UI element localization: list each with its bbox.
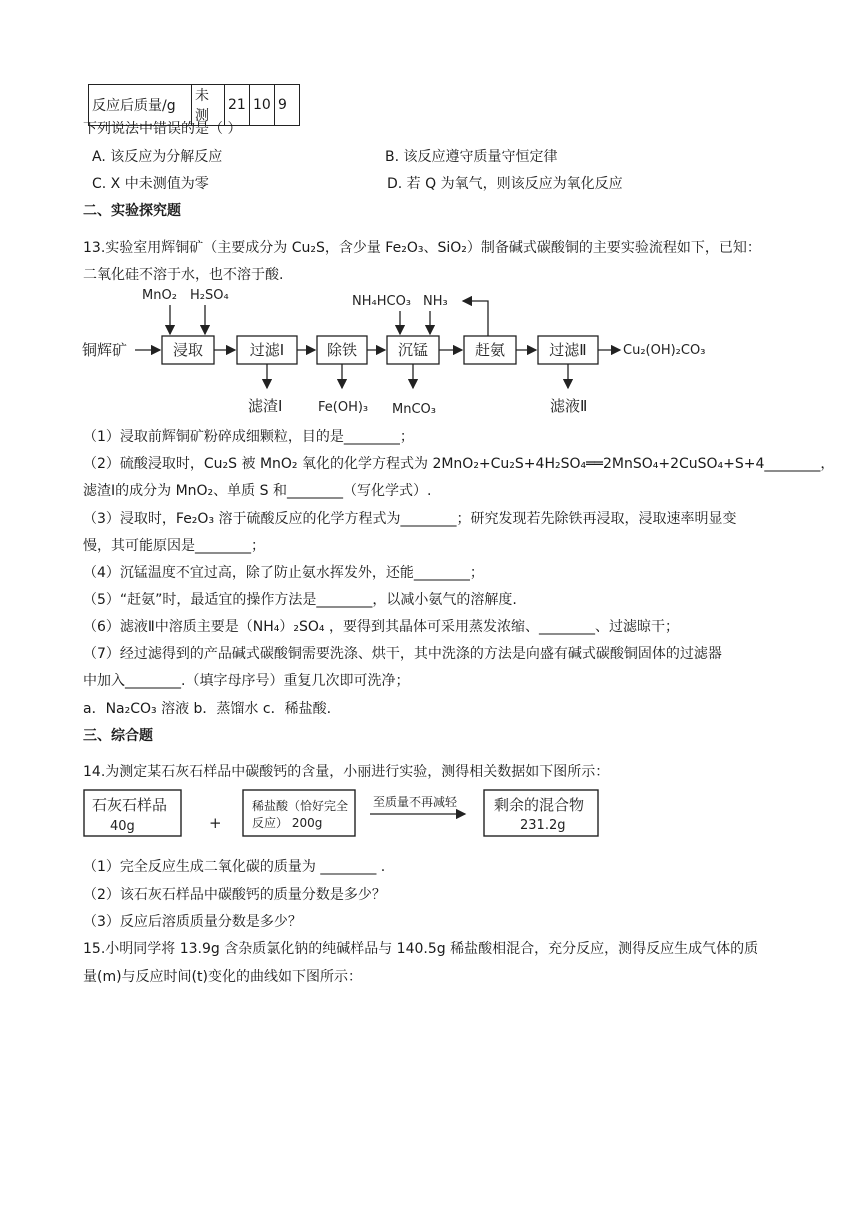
q14-subquestion: （3）反应后溶质质量分数是多少？ (83, 914, 302, 930)
q15-intro-line: 15.小明同学将 13.9g 含杂质氯化钠的纯碱样品与 140.5g 稀盐酸相混合，充分反应，测得反应生成气体的质 (83, 941, 759, 957)
q14-subquestion: （1）完全反应生成二氧化碳的质量为 ________ . (83, 859, 386, 875)
q13-subquestion: （4）沉锰温度不宜过高，除了防止氨水挥发外，还能________； (83, 565, 484, 581)
recycle-arrow (463, 301, 488, 336)
q13-subquestion: （6）滤液Ⅱ中溶质主要是（NH₄）₂SO₄ ，要得到其晶体可采用蒸发浓缩、________、过滤晾干； (83, 619, 679, 635)
q12-option-d: D. 若 Q 为氧气，则该反应为氧化反应 (387, 176, 623, 192)
flow-step-label: 除铁 (326, 341, 358, 359)
flow-step-label: 沉锰 (397, 341, 429, 359)
q13-subquestion: 中加入________.（填字母序号）重复几次即可洗净； (83, 673, 410, 689)
remaining-mixture-mass: 231.2g (520, 818, 566, 833)
flow-step-label: 过滤Ⅰ (249, 341, 285, 359)
table-cell: 未测 (192, 85, 225, 126)
flow-input-label: MnO₂ (142, 288, 177, 303)
flow-output-label: 滤渣Ⅰ (248, 397, 283, 415)
flow-output-label: Fe(OH)₃ (318, 400, 369, 415)
flow-input-label: H₂SO₄ (190, 288, 229, 303)
sample-box-label: 石灰石样品 (92, 796, 168, 814)
flow-input-label: NH₄HCO₃ (352, 294, 412, 309)
q12-option-c: C. X 中未测值为零 (92, 176, 209, 192)
flow-start-label: 铜辉矿 (82, 341, 128, 359)
flow-product-label: Cu₂(OH)₂CO₃ (623, 343, 706, 358)
q13-subquestion: （3）浸取时，Fe₂O₃ 溶于硫酸反应的化学方程式为________；研究发现若先除铁再浸取，浸取速率明显变 (83, 511, 737, 527)
acid-box-label: 稀盐酸（恰好完全 (252, 799, 349, 813)
q14-experiment-diagram (80, 786, 620, 846)
q14-intro: 14.为测定某石灰石样品中碳酸钙的含量，小丽进行实验，测得相关数据如下图所示： (83, 764, 610, 780)
plus-sign: + (209, 814, 222, 832)
flow-step-label: 赶氨 (474, 341, 506, 359)
q13-subquestion: a．Na₂CO₃ 溶液 b．蒸馏水 c．稀盐酸. (83, 701, 332, 717)
table-cell: 10 (250, 85, 275, 126)
q13-intro-line: 二氧化硅不溶于水，也不溶于酸. (83, 267, 284, 283)
flow-input-label: NH₃ (423, 294, 448, 309)
q12-option-b: B. 该反应遵守质量守恒定律 (385, 149, 558, 165)
flow-output-label: MnCO₃ (392, 402, 436, 417)
q13-subquestion: 滤渣Ⅰ的成分为 MnO₂、单质 S 和________（写化学式）. (83, 483, 432, 499)
flow-step-label: 过滤Ⅱ (549, 341, 587, 359)
q13-intro-line: 13.实验室用辉铜矿（主要成分为 Cu₂S，含少量 Fe₂O₃、SiO₂）制备碱式碳酸铜的主要实验流程如下，已知： (83, 240, 761, 256)
q13-subquestion: 慢，其可能原因是________； (83, 538, 265, 554)
q12-option-a: A. 该反应为分解反应 (92, 149, 223, 165)
q13-subquestion: （7）经过滤得到的产品碱式碳酸铜需要洗涤、烘干，其中洗涤的方法是向盛有碱式碳酸铜固体的过滤器 (83, 646, 722, 662)
q14-subquestion: （2）该石灰石样品中碳酸钙的质量分数是多少？ (83, 887, 386, 903)
table-cell: 9 (275, 85, 300, 126)
remaining-mixture-label: 剩余的混合物 (494, 796, 585, 814)
q12-stem: 下列说法中错误的是（ ） (83, 121, 242, 137)
table-cell: 21 (225, 85, 250, 126)
flow-output-label: 滤液Ⅱ (550, 397, 588, 415)
arrow-label: 至质量不再减轻 (373, 795, 458, 809)
flow-step-label: 浸取 (172, 341, 204, 359)
process-flow-diagram (80, 283, 740, 423)
section-heading: 三、综合题 (83, 728, 153, 744)
section-heading: 二、实验探究题 (83, 203, 181, 219)
q13-subquestion: （5）“赶氨”时，最适宜的操作方法是________，以减小氨气的溶解度. (83, 592, 517, 608)
table-row-label: 反应后质量/g (89, 85, 192, 126)
q15-intro-line: 量(m)与反应时间(t)变化的曲线如下图所示： (83, 969, 362, 985)
sample-box-mass: 40g (110, 819, 135, 834)
q13-subquestion: （1）浸取前辉铜矿粉碎成细颗粒，目的是________； (83, 429, 414, 445)
acid-box-mass: 反应） 200g (252, 816, 323, 830)
q13-subquestion: （2）硫酸浸取时，Cu₂S 被 MnO₂ 氧化的化学方程式为 2MnO₂+Cu₂S+4H₂SO₄══2MnSO₄+2CuSO₄+S+4________， (83, 456, 835, 472)
